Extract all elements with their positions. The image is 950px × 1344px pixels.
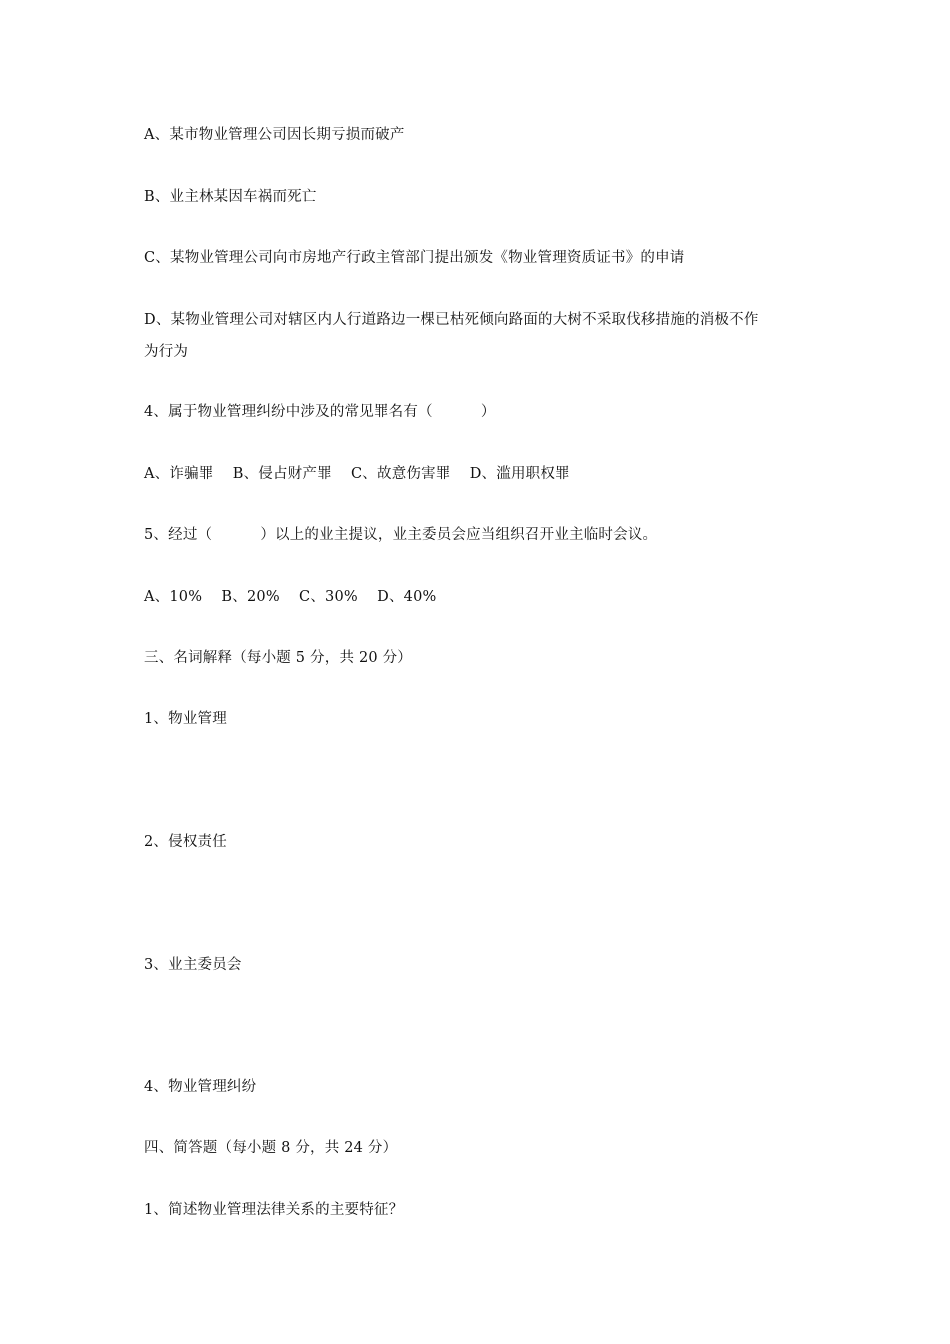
q3-option-b: B、业主林某因车祸而死亡	[144, 189, 317, 205]
term-item: 4、物业管理纠纷	[144, 1079, 257, 1095]
term-item: 2、侵权责任	[144, 834, 227, 850]
section4-heading: 四、简答题（每小题 8 分，共 24 分）	[144, 1140, 398, 1156]
q5-question: 5、经过（ ）以上的业主提议，业主委员会应当组织召开业主临时会议。	[144, 527, 658, 543]
q3-option-d-line2: 为行为	[144, 344, 189, 360]
q4-options: A、诈骗罪 B、侵占财产罪 C、故意伤害罪 D、滥用职权罪	[144, 466, 570, 482]
short-answer-item: 1、简述物业管理法律关系的主要特征？	[144, 1202, 404, 1218]
q3-option-d-line1: D、某物业管理公司对辖区内人行道路边一棵已枯死倾向路面的大树不采取伐移措施的消极不作	[144, 312, 759, 328]
q5-options: A、10% B、20% C、30% D、40%	[144, 589, 437, 605]
q4-question: 4、属于物业管理纠纷中涉及的常见罪名有（ ）	[144, 404, 496, 420]
section3-heading: 三、名词解释（每小题 5 分，共 20 分）	[144, 650, 413, 666]
term-item: 1、物业管理	[144, 711, 227, 727]
term-item: 3、业主委员会	[144, 957, 242, 973]
q3-option-a: A、某市物业管理公司因长期亏损而破产	[144, 127, 405, 143]
q3-option-c: C、某物业管理公司向市房地产行政主管部门提出颁发《物业管理资质证书》的申请	[144, 250, 685, 266]
